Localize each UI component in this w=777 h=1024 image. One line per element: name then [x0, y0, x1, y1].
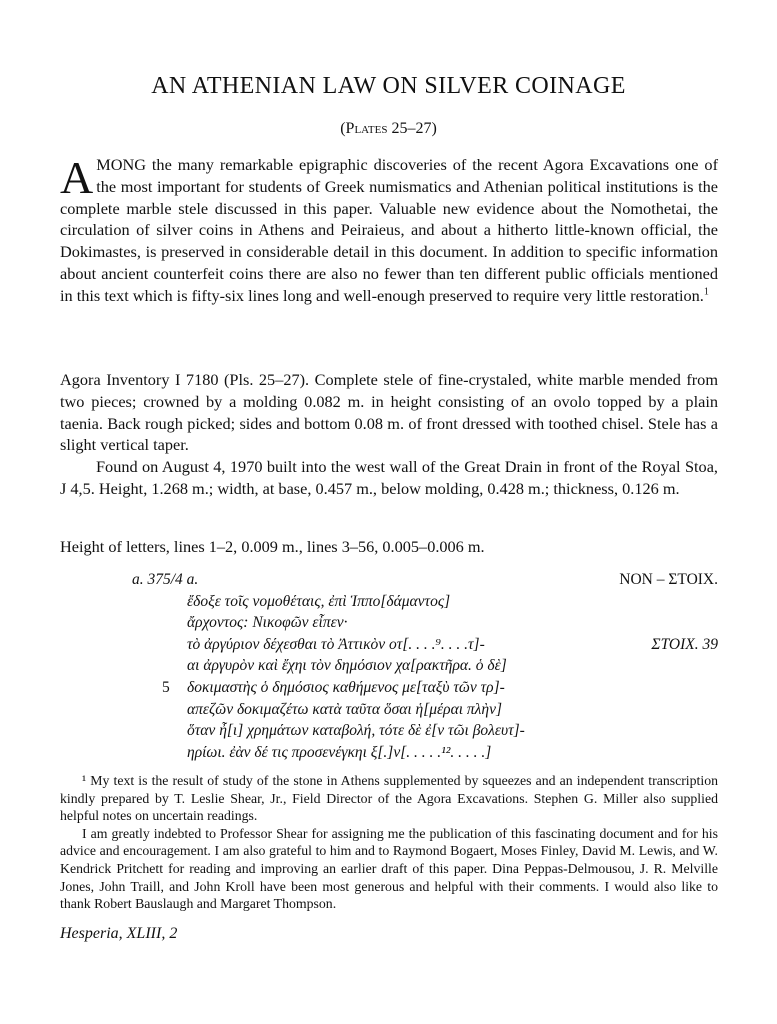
inscription-line-text: δοκιμαστὴς ὁ δημόσιος καθήμενος με[ταξὺ τῶν τρ]-: [187, 678, 505, 696]
description-paragraph-1: Agora Inventory I 7180 (Pls. 25–27). Complete stele of fine-crystaled, white marble mended from two pieces; crowned by a molding 0.082 m. in height consisting of an ovolo topped by a plain taenia. Back rough picked; sides and bottom 0.08 m. of front dressed with toothed chisel. Stele has a slight vertical taper.: [60, 370, 718, 455]
article-title: AN ATHENIAN LAW ON SILVER COINAGE: [151, 73, 626, 99]
inscription-line-text: ηρίωι. ἐὰν δέ τις προσενέγκηι ξ[.]ν[. . . . .¹². . . . .]: [187, 743, 492, 761]
inscription-line: [126, 720, 718, 742]
letter-heights: Height of letters, lines 1–2, 0.009 m., lines 3–56, 0.005–0.006 m.: [60, 537, 485, 556]
inscription-line: [126, 742, 718, 764]
inscription-text: [126, 569, 718, 763]
object-description: [60, 369, 718, 500]
inscription-line: [126, 699, 718, 721]
inscription-line-text: απεζῶν δοκιμαζέτω κατὰ ταῦτα ὅσαι ἡ[μέραι πλὴν]: [187, 700, 502, 718]
inscription-line: [126, 591, 718, 613]
journal-citation: Hesperia, XLIII, 2: [60, 925, 178, 942]
intro-paragraph: [60, 154, 718, 307]
inscription-line-text: ὅταν ἦ[ι] χρημάτων καταβολή, τότε δὲ ἐ[ν τῶι βολευτ]-: [187, 722, 525, 740]
inscription-line-text: ἔδοξε τοῖς νομοθέταις, ἐπὶ Ἱππο[δάμαντος]: [187, 592, 451, 610]
footnote-1: ¹ My text is the result of study of the stone in Athens supplemented by squeezes and an independent transcription kindly prepared by T. Leslie Shear, Jr., Field Director of the Agora Excavations. Stephen G. Miller also supplied helpful notes on uncertain readings.: [60, 773, 718, 824]
intro-text: MONG the many remarkable epigraphic discoveries of the recent Agora Excavations one of the most important for students of Greek numismatics and Athenian political institutions is the complete marble stele discussed in this paper. Valuable new evidence about the Nomothetai, the circulation of silver coins in Athens and Peiraieus, and about a hitherto little-known official, the Dokimastes, is preserved in considerable detail in this document. In addition to specific information about ancient counterfeit coins there are also no fewer than ten different public officials mentioned in this text which is fifty-six lines long and well-enough preserved to require very little restoration.: [60, 155, 718, 305]
drop-cap: A: [60, 152, 94, 203]
inscription-line-text: ἄρχοντος: Νικοφῶν εἶπεν·: [187, 614, 348, 632]
inscription-line: [126, 634, 718, 656]
inscription-line: [126, 655, 718, 677]
footnotes: [60, 772, 718, 913]
inscription-date: a. 375/4 a.: [132, 571, 199, 588]
acknowledgements: I am greatly indebted to Professor Shear for assigning me the publication of this fascinating document and for his advice and encouragement. I am also grateful to him and to Raymond Bogaert, Moses Finley, David M. Lewis, and W. Kendrick Pritchett for reading and improving an earlier draft of this paper. Dina Peppas-Delmousou, J. R. Melville Jones, John Traill, and John Kroll have been most generous and helpful with their comments. I would also like to thank Robert Bauslaugh and Margaret Thompson.: [60, 825, 718, 912]
line-number: 5: [162, 678, 170, 696]
non-stoichedon-label: NON – ΣΤΟΙΧ.: [619, 571, 718, 588]
description-paragraph-2: Found on August 4, 1970 built into the west wall of the Great Drain in front of the Royal Stoa, J 4,5. Height, 1.268 m.; width, at base, 0.457 m., below molding, 0.428 m.; thickness, 0.126 m.: [60, 457, 718, 498]
footnote-ref-1[interactable]: 1: [703, 286, 709, 298]
plates-reference: (Plates 25–27): [340, 120, 437, 137]
inscription-line: [126, 612, 718, 634]
inscription-line: [126, 677, 718, 699]
inscription-line-text: αι ἀργυρὸν καὶ ἔχηι τὸν δημόσιον χα[ρακτῆρα. ὁ δὲ]: [187, 657, 507, 675]
inscription-line-text: τὸ ἀργύριον δέχεσθαι τὸ Ἀττικὸν οτ[. . . .⁹. . . .τ]-: [187, 635, 485, 653]
inscription-header: [126, 569, 718, 591]
stoichedon-label: ΣΤΟΙΧ. 39: [651, 635, 718, 653]
